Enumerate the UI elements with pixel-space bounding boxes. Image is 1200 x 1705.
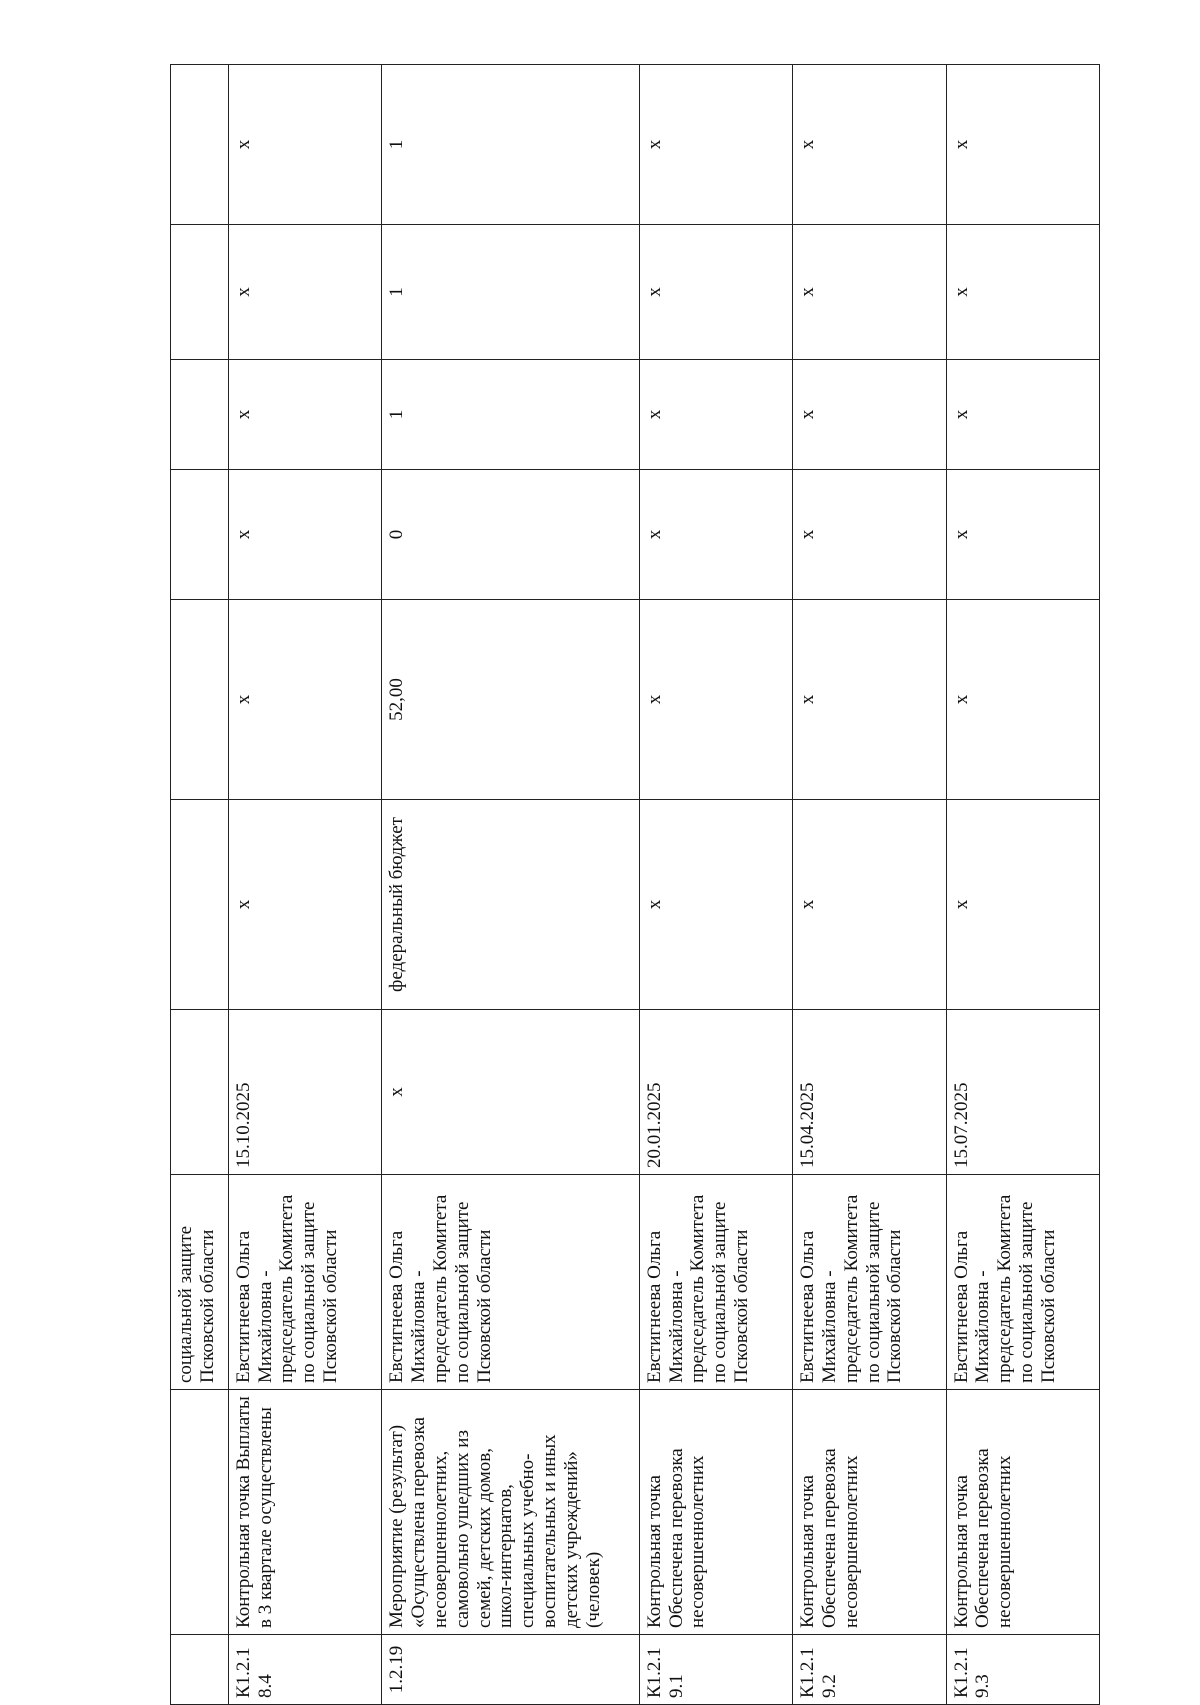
cell-amount: х bbox=[946, 600, 1099, 800]
cell-source: федеральный бюджет bbox=[382, 800, 640, 1010]
cell-name: Контрольная точка Обеспечена перевозка несовершеннолетних bbox=[639, 1390, 792, 1635]
cell-v1: х bbox=[946, 470, 1099, 600]
cell-v3: х bbox=[946, 225, 1099, 360]
cell-name bbox=[171, 1390, 229, 1635]
table-row bbox=[793, 65, 946, 1705]
cell-amount: х bbox=[639, 600, 792, 800]
table-row-continuation bbox=[171, 65, 229, 1705]
cell-v2: 1 bbox=[382, 360, 640, 470]
cell-name: Контрольная точка Обеспечена перевозка несовершеннолетних bbox=[793, 1390, 946, 1635]
cell-v3: 1 bbox=[382, 225, 640, 360]
cell-v4: х bbox=[793, 65, 946, 225]
cell-responsible: Евстигнеева Ольга Михайловна - председатель Комитета по социальной защите Псковской области bbox=[228, 1175, 381, 1390]
cell-v4: 1 bbox=[382, 65, 640, 225]
cell-v1: х bbox=[639, 470, 792, 600]
cell-source: х bbox=[793, 800, 946, 1010]
cell-num: К1.2.19.3 bbox=[946, 1635, 1099, 1705]
cell-num: К1.2.19.1 bbox=[639, 1635, 792, 1705]
cell-v4: х bbox=[228, 65, 381, 225]
cell-v3 bbox=[171, 225, 229, 360]
cell-v3: х bbox=[639, 225, 792, 360]
table-row bbox=[639, 65, 792, 1705]
cell-v1: х bbox=[793, 470, 946, 600]
cell-responsible: социальной защите Псковской области bbox=[171, 1175, 229, 1390]
cell-amount bbox=[171, 600, 229, 800]
cell-v1: х bbox=[228, 470, 381, 600]
cell-responsible: Евстигнеева Ольга Михайловна - председатель Комитета по социальной защите Псковской области bbox=[946, 1175, 1099, 1390]
cell-responsible: Евстигнеева Ольга Михайловна - председатель Комитета по социальной защите Псковской области bbox=[793, 1175, 946, 1390]
cell-date: 20.01.2025 bbox=[639, 1010, 792, 1175]
cell-name: Контрольная точка Выплаты в 3 квартале осуществлены bbox=[228, 1390, 381, 1635]
cell-v1: 0 bbox=[382, 470, 640, 600]
cell-num: 1.2.19 bbox=[382, 1635, 640, 1705]
table-row bbox=[382, 65, 640, 1705]
cell-num bbox=[171, 1635, 229, 1705]
cell-v4 bbox=[171, 65, 229, 225]
cell-v2 bbox=[171, 360, 229, 470]
rotated-table-wrapper bbox=[170, 65, 1100, 1705]
cell-responsible: Евстигнеева Ольга Михайловна - председатель Комитета по социальной защите Псковской области bbox=[639, 1175, 792, 1390]
plan-table bbox=[170, 64, 1100, 1705]
cell-num: К1.2.18.4 bbox=[228, 1635, 381, 1705]
cell-name: Мероприятие (результат) «Осуществлена перевозка несовершеннолетних, самовольно ушедших из семей, детских домов, школ-интернатов, специальных учебно-воспитательных и иных детских учреждений» (человек) bbox=[382, 1390, 640, 1635]
cell-date: 15.04.2025 bbox=[793, 1010, 946, 1175]
cell-v2: х bbox=[228, 360, 381, 470]
table-row bbox=[228, 65, 381, 1705]
cell-amount: х bbox=[228, 600, 381, 800]
cell-v2: х bbox=[793, 360, 946, 470]
cell-date bbox=[171, 1010, 229, 1175]
cell-v4: х bbox=[946, 65, 1099, 225]
cell-v2: х bbox=[946, 360, 1099, 470]
cell-v4: х bbox=[639, 65, 792, 225]
cell-v3: х bbox=[228, 225, 381, 360]
cell-date: 15.10.2025 bbox=[228, 1010, 381, 1175]
cell-amount: 52,00 bbox=[382, 600, 640, 800]
cell-amount: х bbox=[793, 600, 946, 800]
cell-num: К1.2.19.2 bbox=[793, 1635, 946, 1705]
cell-responsible: Евстигнеева Ольга Михайловна - председатель Комитета по социальной защите Псковской области bbox=[382, 1175, 640, 1390]
cell-source: х bbox=[639, 800, 792, 1010]
cell-source: х bbox=[228, 800, 381, 1010]
cell-v1 bbox=[171, 470, 229, 600]
table-row bbox=[946, 65, 1099, 1705]
cell-date: 15.07.2025 bbox=[946, 1010, 1099, 1175]
cell-name: Контрольная точка Обеспечена перевозка несовершеннолетних bbox=[946, 1390, 1099, 1635]
cell-source: х bbox=[946, 800, 1099, 1010]
cell-v3: х bbox=[793, 225, 946, 360]
cell-date: х bbox=[382, 1010, 640, 1175]
cell-source bbox=[171, 800, 229, 1010]
cell-v2: х bbox=[639, 360, 792, 470]
